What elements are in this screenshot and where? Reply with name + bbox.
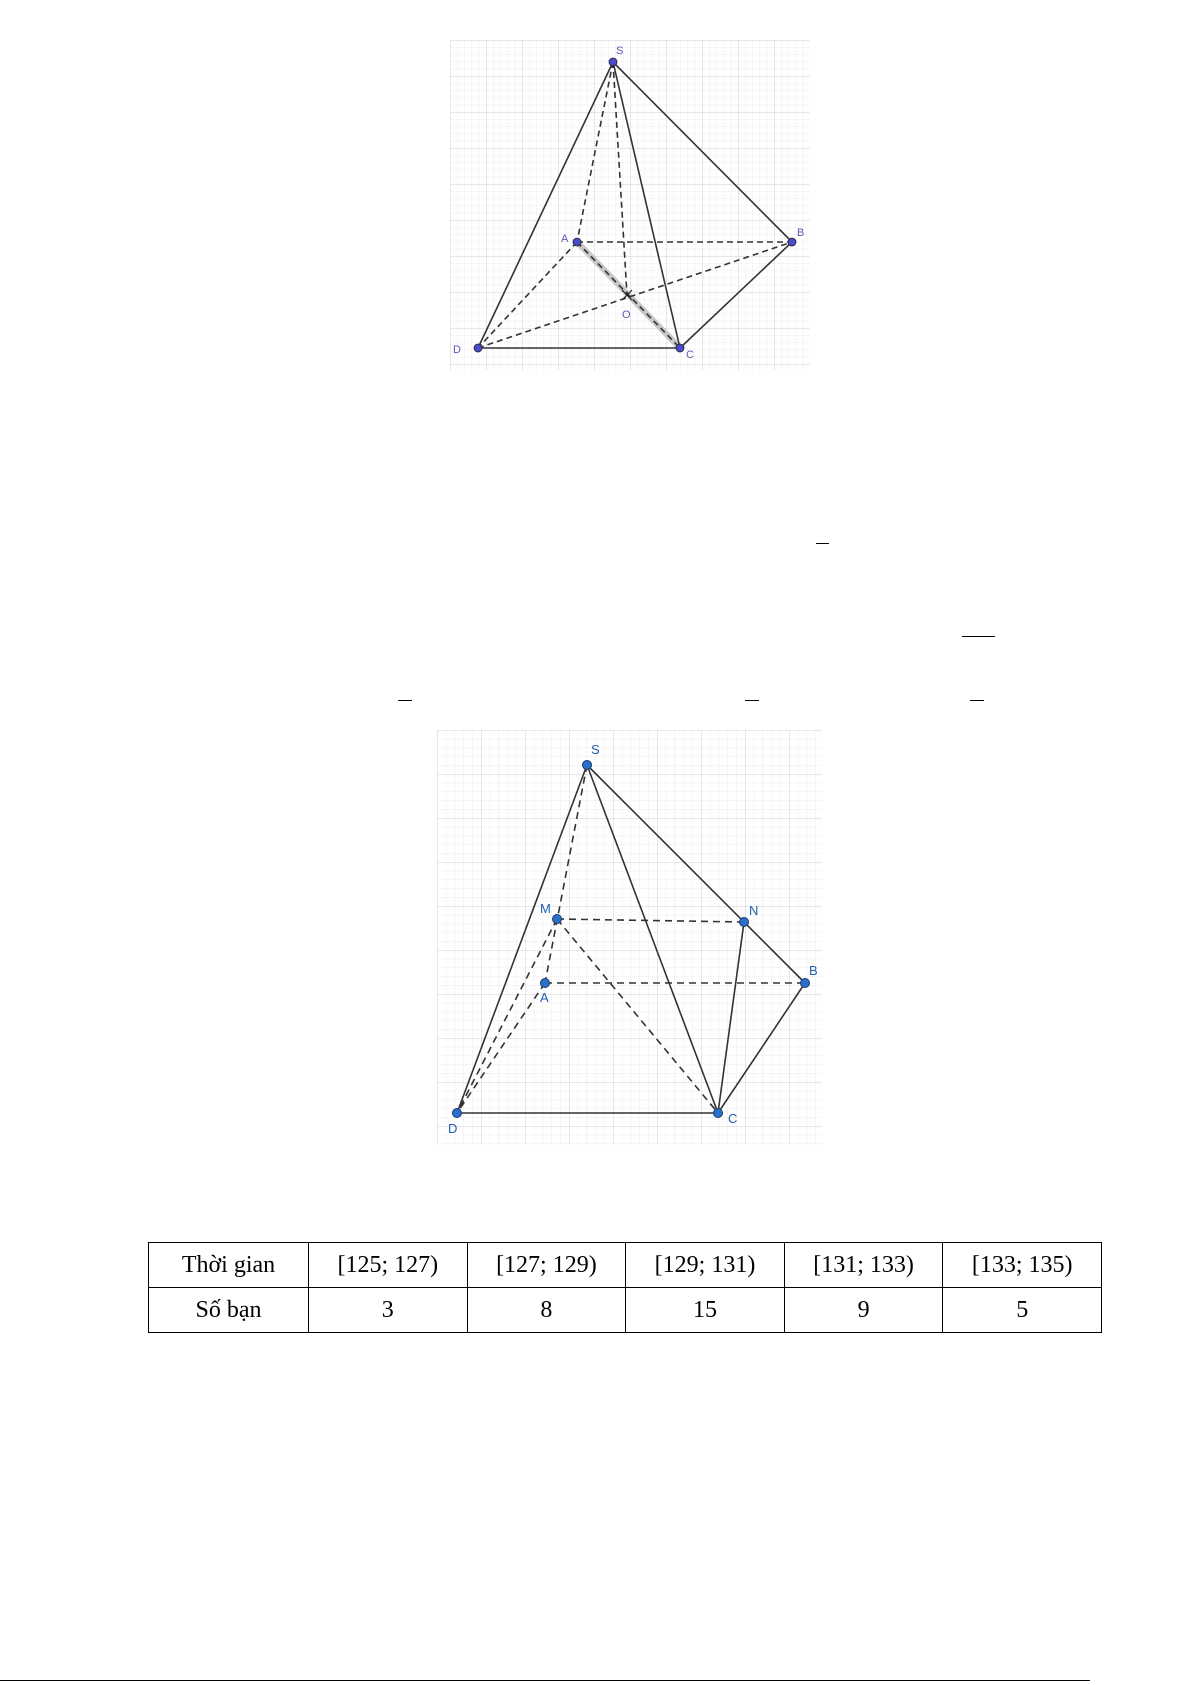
label-n: N (749, 903, 759, 918)
point-n (740, 918, 749, 927)
page-bottom-rule (0, 1680, 1090, 1681)
table-cell-count: 15 (626, 1288, 785, 1333)
table-header-count: Số bạn (149, 1288, 309, 1333)
table-row-intervals (149, 1243, 1102, 1288)
point-s (583, 761, 592, 770)
point-s (609, 58, 617, 66)
frequency-table (148, 1242, 1102, 1333)
fraction-bar-1 (816, 543, 829, 544)
label-d: D (448, 1121, 458, 1136)
label-c: C (728, 1111, 738, 1126)
point-d (453, 1109, 462, 1118)
label-b: B (809, 963, 818, 978)
label-m: M (540, 901, 551, 916)
pyramid-figure-2 (437, 730, 822, 1145)
label-a: A (561, 233, 569, 245)
label-c: C (686, 349, 694, 361)
label-b: B (797, 227, 805, 239)
point-c (714, 1109, 723, 1118)
pyramid-figure-2-svg (437, 730, 822, 1145)
label-a: A (540, 990, 549, 1005)
label-d: D (453, 344, 461, 356)
point-d (474, 344, 482, 352)
pyramid-figure-1-svg (450, 40, 810, 370)
fraction-bar-5 (970, 700, 984, 701)
point-a (541, 979, 550, 988)
table-cell-count: 8 (467, 1288, 626, 1333)
table-cell-count: 5 (943, 1288, 1102, 1333)
label-s: S (616, 45, 624, 57)
table-header-time: Thời gian (149, 1243, 309, 1288)
point-m (553, 915, 562, 924)
fraction-bar-2 (962, 636, 995, 637)
table-cell-count: 3 (309, 1288, 468, 1333)
point-a (573, 238, 581, 246)
table-cell-interval: [133; 135) (943, 1243, 1102, 1288)
table-cell-interval: [131; 133) (784, 1243, 943, 1288)
table-cell-interval: [125; 127) (309, 1243, 468, 1288)
point-c (676, 344, 684, 352)
table-row-counts (149, 1288, 1102, 1333)
point-b (788, 238, 796, 246)
point-b (801, 979, 810, 988)
pyramid-figure-1 (450, 40, 810, 370)
label-s: S (591, 742, 600, 757)
fraction-bar-3 (398, 700, 412, 701)
fraction-bar-4 (745, 700, 759, 701)
table-cell-interval: [129; 131) (626, 1243, 785, 1288)
label-o: O (622, 309, 631, 321)
table-cell-count: 9 (784, 1288, 943, 1333)
table-cell-interval: [127; 129) (467, 1243, 626, 1288)
grid-background (437, 730, 822, 1145)
